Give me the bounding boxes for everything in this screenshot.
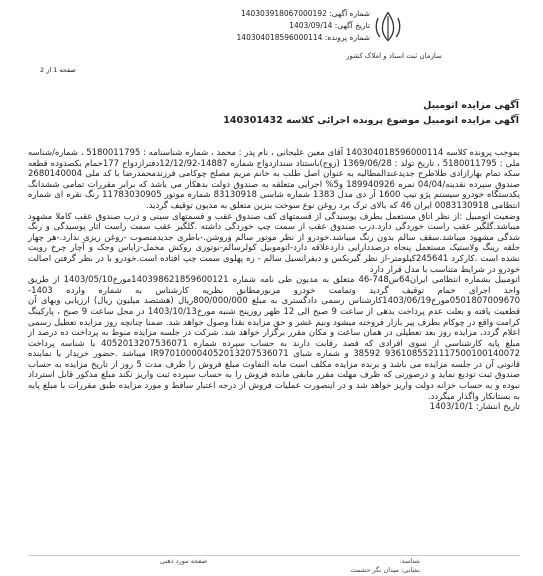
iran-emblem-icon [370,8,406,46]
notice-meta [170,8,370,44]
organization-name: سازمان ثبت اسناد و املاک کشور [346,52,442,60]
footer-code: شناسه: [399,557,420,565]
page-number: صفحه 1 از 2 [40,66,76,74]
footer [160,557,420,575]
paragraph-owner: بموجب پرونده کلاسه 140304018596000114 آقای معین علیجانی ، نام پدر : محمد ، شماره شناسنامه : 5180011795 ، شماره/شناسه ملی : 5180011795 ، تاریخ تولد : 1369/06/28 (زوج)باستناد سندازدواج شماره 14887-12/12/92دفترازدواج 177خمام بکصدوده قطعه سکه تمام بهارازادی طلاطرح جدیدعندالمطالبه به عنوان اصل طلب به خانم مریم مصلح چوکامی فرزندمحمدرضا با کد ملی 2680140004 صندوق سپرده نقدینه/04/04 نمره 189940926 و5% اجرایی متعلقه به صندوق دولت بدهکار می باشد که برابر مقررات تمامی ششدانگ یکدستگاه خودرو سیستم پژو تیپ 1600 آر دی مدل 1383 شماره شاسی 83130918 شماره موتور 11783030905 رنگ نقره ای شماره انتظامی 0083130918 ایران 46 که بالای ترک یرد روغن نوع سوخت بنزین متعلق به مدیون توقیف گردید. [28,148,521,211]
notice-number: شماره آگهی: 140303918067000192 [240,9,370,18]
notice-date: تاریخ آگهی: 1403/09/14 [289,21,370,30]
paragraph-auction-terms: اتومبیل بشماره انتظامی ایران64س748-46 متعلق به مدیون طی نامه شماره 140398621859600121مورخ1403/05/10 از طریق واحد اجرای خمام توقیف گردید وتمامت خودرو مزبورمطابق نظریه کارشناس به شماره وارده 1403-0501807009670مورخ1403/06/19کارشناس رسمی دادگستری به مبلغ 800/000/000ریال (هشتصد میلیون ریال) ارزیابی وبهای آن قطعیت یافته و بعلت عدم پرداخت بدهی از ساعت 9 صبح الی 12 ظهر روزپنج شنبه مورخ1403/10/13 در محل ساعت 9 صبح ، پارکینگ کرامت واقع در چوکام بطرف پیر بازار فروخته میشود ونیم عشر و حق مزایده نقدا وصول خواهد شد. ضمنا چنانچه روز مزایده تعطیل رسمی اعلام گردد، مزایده روز بعد تعطیلی در همان ساعت و مکان مقرر برگزار خواهد شد. شرکت در جلسه مزایده منوط به پرداخت ده درصد از مبلغ پایه کارشناسی از سوی افرادی که قصد رقابت دارند به حساب سپرده شماره 4052013207536071 با شناسه پرداخت 9361085521117500100140072 38592 و شماره شبای IR970100004052013207536071 میباشد .حضور خریدار یا نماینده قانونی آن در جلسه مزایده می باشد و برنده مزایده مکلف است مابه التفاوت مبلغ فروش را ظرف مدت 5 روز از تاریخ مزایده به حساب صندوق ثبت تودیع نماید و درصورتی که ظرف مهلت مقرر مابقی مانده فروش را به حساب سپرده ثبت واریز نکند مبلغ مذکور قابل استرداد نبوده و به حساب خزانه دولت واریز خواهد شد و در اینصورت عملیات فروش از درجه اعتبار ساقط و مورد مزایده طبق مقررات با مبلغ پایه به بستانکار واگذار میگردد. [28,275,521,402]
notice-body [28,148,520,413]
footer-page: صفحه مورد ذهنی [160,557,208,565]
case-number: شماره پرونده: 140304018596000114 [236,33,370,42]
footer-divider [28,555,520,556]
footer-address: نشانی: میدان نگر حشمت [350,566,420,574]
paragraph-vehicle-condition: وضعیت اتومبیل :از نظر اتاق مستعمل بطرف پوسیدگی از قسمتهای کف صندوق عقب و قسمتهای سینی و درب صندوق عقب کاملا مشهود میباشد.گلگیر عقب راست خوردگی دارد.درب صندوق عقب از سمت چپ خوردگی داشته .گلگیر عقب سمت راست اثار پوسیدگی و رنگ شدگی مشهود میباشد.سقف سالم بدون رنگ میباشد.خودرو از نظر موتور سالم وروشن.-باطری جدیدمنصوب -روغن ریزی ندارد.-هر چهار حلقه رینگ ولاستیک مستعمل پنجاه درصددارایی داردعلاقه دارد-اتوموبیل کولرسالم-نوتوزی روکش مخمل-زایاس وجک و آچار چرخ رویت نشده است .کارکرد 245641کیلومتر-از نظر گیربکس و دیفرانسیل سالم - زه پهلوی سمت چپ افتاده است.خودرو با در نظر گرفتن اصالت خودرو در شرایط متناسب با مدل قرار دارد [28,211,521,275]
publish-date: تاریخ انتشار: 1403/10/1 [429,402,520,413]
notice-title: آگهی مزایده اتومبیل [423,100,519,111]
notice-subtitle: آگهی مزایده اتومبیل موضوع پرونده اجرائی کلاسه 140301432 [223,115,519,126]
